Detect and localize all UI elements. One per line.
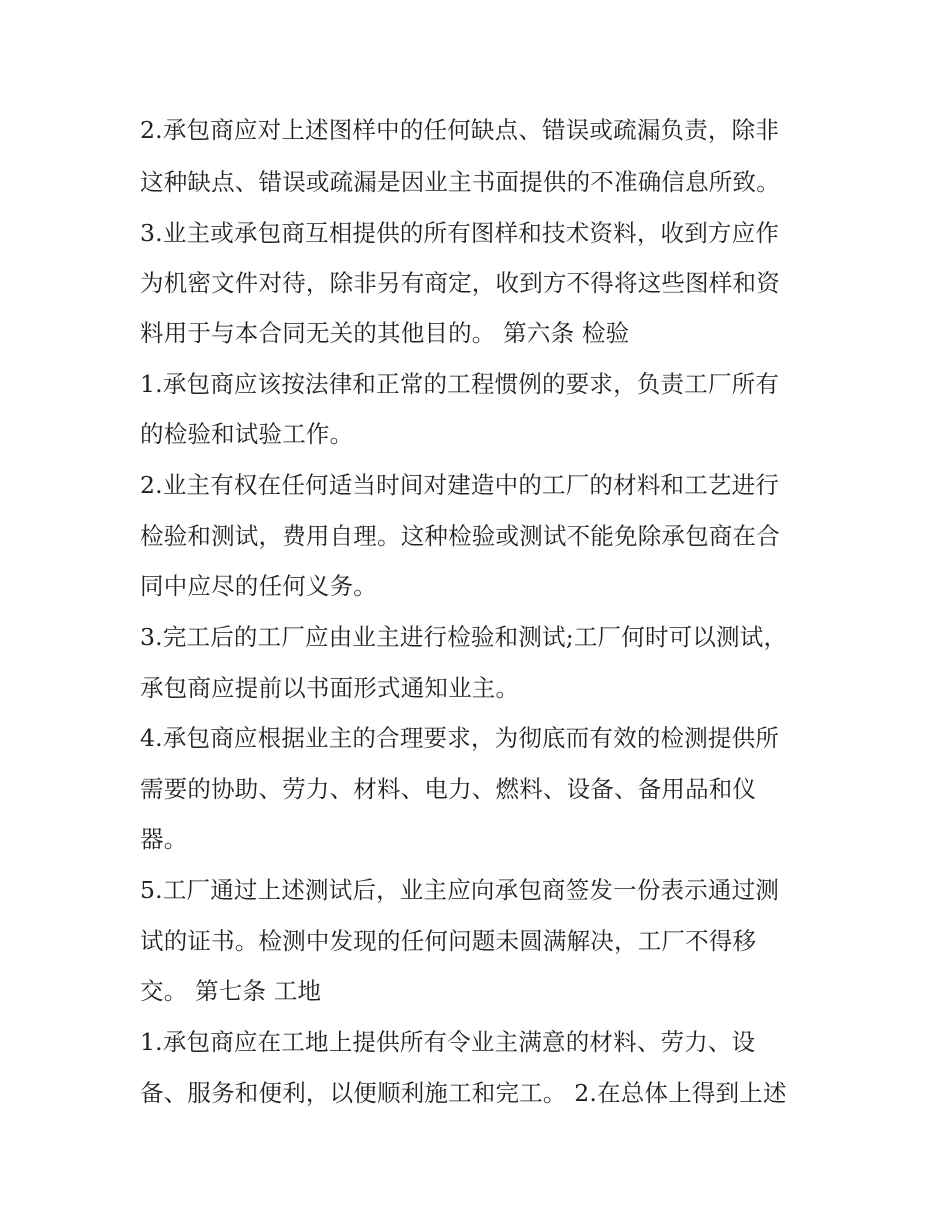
text-line-1: 2.承包商应对上述图样中的任何缺点、错误或疏漏负责，除非 xyxy=(140,116,780,144)
text-line-9: 检验和测试，费用自理。这种检验或测试不能免除承包商在合 xyxy=(140,522,780,550)
text-line-11: 3.完工后的工厂应由业主进行检验和测试;工厂何时可以测试， xyxy=(140,623,788,651)
text-line-14: 需要的协助、劳力、材料、电力、燃料、设备、备用品和仪 xyxy=(140,775,757,803)
text-line-20: 备、服务和便利，以便顺利施工和完工。 2.在总体上得到上述 xyxy=(140,1079,787,1107)
text-line-6: 1.承包商应该按法律和正常的工程惯例的要求，负责工厂所有 xyxy=(140,370,780,398)
text-line-17: 试的证书。检测中发现的任何问题未圆满解决，工厂不得移 xyxy=(140,927,757,955)
text-line-10: 同中应尽的任何义务。 xyxy=(140,572,377,600)
text-line-18: 交。 第七条 工地 xyxy=(140,977,322,1005)
text-line-13: 4.承包商应根据业主的合理要求，为彻底而有效的检测提供所 xyxy=(140,724,780,752)
text-line-5: 料用于与本合同无关的其他目的。 第六条 检验 xyxy=(140,319,630,347)
text-line-7: 的检验和试验工作。 xyxy=(140,420,354,448)
text-line-16: 5.工厂通过上述测试后，业主应向承包商签发一份表示通过测 xyxy=(140,876,780,904)
text-line-4: 为机密文件对待，除非另有商定，收到方不得将这些图样和资 xyxy=(140,269,780,297)
text-line-2: 这种缺点、错误或疏漏是因业主书面提供的不准确信息所致。 xyxy=(140,168,780,196)
text-line-8: 2.业主有权在任何适当时间对建造中的工厂的材料和工艺进行 xyxy=(140,471,780,499)
text-line-12: 承包商应提前以书面形式通知业主。 xyxy=(140,674,520,702)
text-line-19: 1.承包商应在工地上提供所有令业主满意的材料、劳力、设 xyxy=(140,1028,756,1056)
text-line-15: 器。 xyxy=(140,825,188,853)
text-line-3: 3.业主或承包商互相提供的所有图样和技术资料，收到方应作 xyxy=(140,219,780,247)
